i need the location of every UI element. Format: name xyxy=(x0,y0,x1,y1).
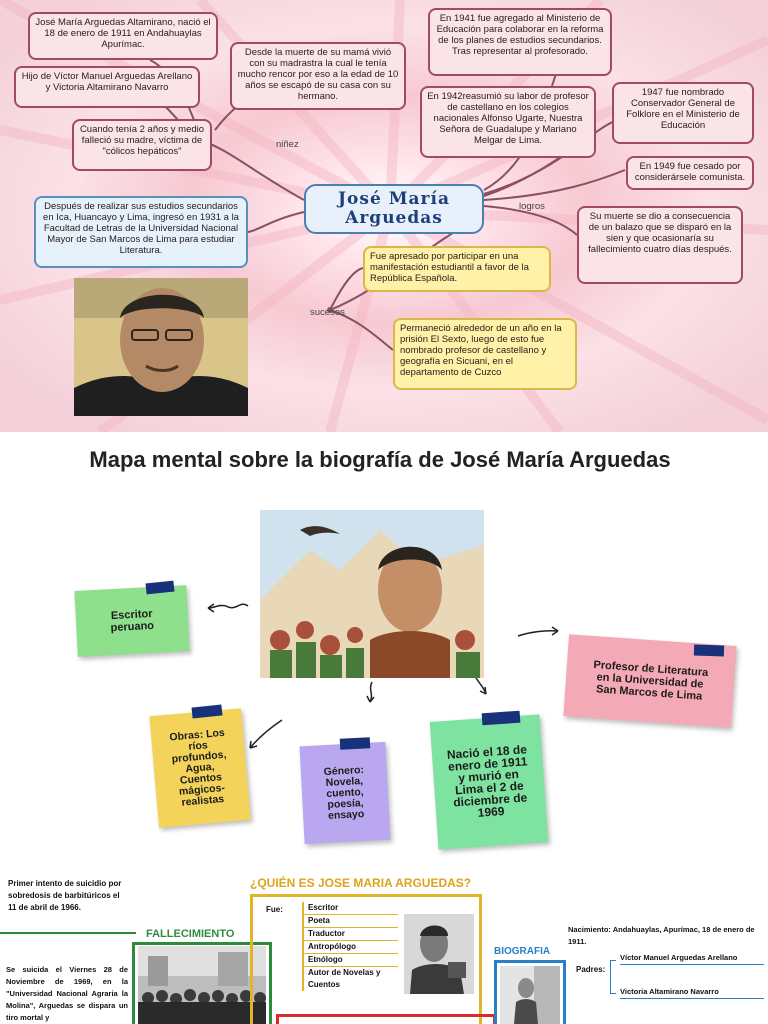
death-text: Se suicida el Viernes 28 de Noviembre de 1969, en la "Universidad Nacional Agraria la Molina", Arguedas se dispara un tiro mortal y xyxy=(6,965,128,1022)
node-folklore-1947: 1947 fue nombrado Conservador General de Folklore en el Ministerio de Educación xyxy=(612,82,754,144)
role-item: Autor de Novelas y Cuentos xyxy=(308,968,381,989)
padres-bracket xyxy=(610,960,616,994)
role-item: Escritor xyxy=(304,902,398,915)
funeral-photo xyxy=(138,946,266,1024)
note-birth xyxy=(430,714,549,849)
panel2-title: Mapa mental sobre la biografía de José María Arguedas xyxy=(89,447,671,472)
author-photo xyxy=(404,914,474,994)
note-genre-text: Género: Novela, cuento, poesía, ensayo xyxy=(323,763,365,822)
node-ministry-1941: En 1941 fue agregado al Ministerio de Educación para colaborar en la reforma de los planes de estudios secundarios. Tras representar al profesorado. xyxy=(428,8,612,76)
role-item: Antropólogo xyxy=(304,941,398,954)
biografia-heading: BIOGRAFIA xyxy=(494,946,551,957)
node-mother-death: Cuando tenía 2 años y medio falleció su madre, víctima de "cólicos hepáticos" xyxy=(72,119,212,171)
role-item: Traductor xyxy=(304,928,398,941)
tape xyxy=(340,737,371,750)
node-dismissed-1949: En 1949 fue cesado por considerársele comunista. xyxy=(626,156,754,190)
note-writer xyxy=(74,585,189,657)
nacimiento-text: Nacimiento: Andahuaylas, Apurímac, 18 de enero de 1911. xyxy=(568,925,755,946)
role-item: Poeta xyxy=(304,915,398,928)
infographic-panel-3 xyxy=(0,868,768,1024)
roles-list xyxy=(302,902,398,991)
mother-text: Victoria Altamirano Navarro xyxy=(620,986,764,999)
suicide-attempt-text: Primer intento de suicidio por sobredosis de barbitúricos el 11 de abril de 1966. xyxy=(8,879,122,912)
role-item: Etnólogo xyxy=(304,954,398,967)
branch-logros: logros xyxy=(519,201,545,212)
node-prison: Permaneció alrededor de un año en la prisión El Sexto, luego de esto fue nombrado profesor de castellano y geografía en Sicuani, en el departamento de Cuzco xyxy=(393,318,577,390)
red-frame xyxy=(276,1014,496,1024)
tape xyxy=(694,644,724,656)
node-studies: Después de realizar sus estudios secundarios en Ica, Huancayo y Lima, ingresó en 1931 a la Facultad de Letras de la Universidad Nacional Mayor de San Marcos de Lima para estudiar Literatura. xyxy=(34,196,248,268)
node-death: Su muerte se dio a consecuencia de un balazo que se disparó en la sien y que ocasionaría su fallecimiento cuatro días después. xyxy=(577,206,743,284)
center-title: José María Arguedas xyxy=(304,184,484,234)
child-photo xyxy=(500,966,560,1024)
note-works xyxy=(149,708,250,828)
portrait-photo xyxy=(74,278,248,416)
note-genre xyxy=(299,742,390,844)
node-birth: José María Arguedas Altamirano, nació el 18 de enero de 1911 en Andahuaylas Apurímac. xyxy=(28,12,218,60)
node-stepmother: Desde la muerte de su mamá vivió con su madrastra la cual le tenía mucho rencor por eso a la edad de 10 años se escapó de su casa con su hermano. xyxy=(230,42,406,110)
note-professor-text: Profesor de Literatura en la Universidad de San Marcos de Lima xyxy=(593,659,709,703)
branch-sucesos: sucesos xyxy=(310,307,345,318)
fallecimiento-line xyxy=(0,932,136,934)
branch-ninez: niñez xyxy=(276,139,299,150)
note-works-text: Obras: Los ríos profundos, Agua, Cuentos mágicos-realistas xyxy=(168,726,227,809)
mindmap-panel-1 xyxy=(0,0,768,432)
node-parents: Hijo de Víctor Manuel Arguedas Arellano y Victoria Altamirano Navarro xyxy=(14,66,200,108)
note-birth-text: Nació el 18 de enero de 1911 y murió en Lima el 2 de diciembre de 1969 xyxy=(446,742,528,820)
panel3-title: ¿QUIÉN ES JOSE MARIA ARGUEDAS? xyxy=(250,876,472,890)
node-teacher-1942: En 1942reasumió su labor de profesor de castellano en los colegios nacionales Alfonso Ugarte, Nuestra Señora de Guadalupe y Mariano Melgar de Lima. xyxy=(420,86,596,158)
note-writer-text: Escritor peruano xyxy=(110,607,155,635)
padres-label: Padres: xyxy=(576,965,606,974)
fue-label: Fue: xyxy=(266,905,283,914)
father-text: Víctor Manuel Arguedas Arellano xyxy=(620,952,764,965)
node-arrest: Fue apresado por participar en una manifestación estudiantil a favor de la República Española. xyxy=(363,246,551,292)
fallecimiento-heading: FALLECIMIENTO xyxy=(146,928,235,940)
mindmap-panel-2 xyxy=(0,440,768,864)
